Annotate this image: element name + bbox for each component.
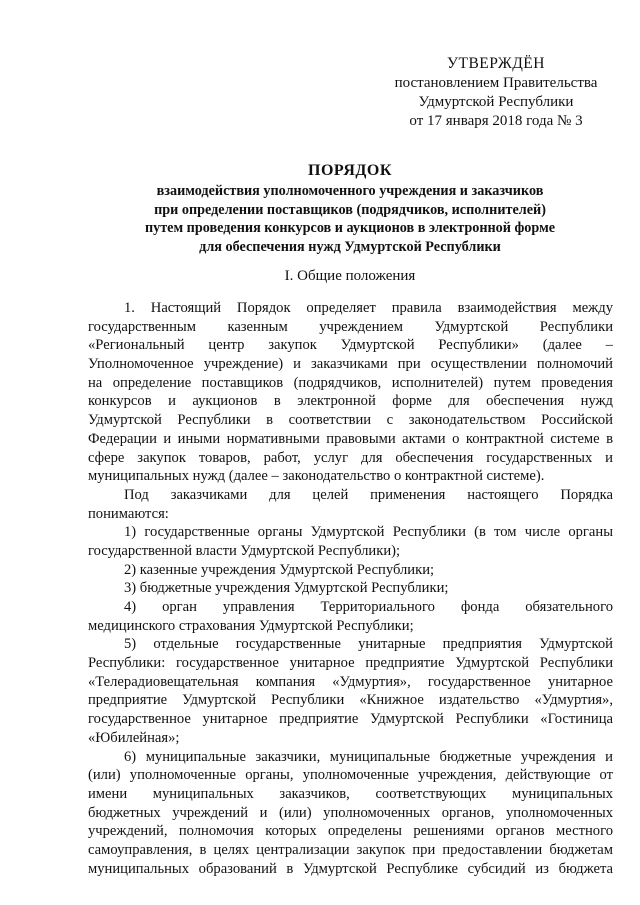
paragraph-line: понимаются: xyxy=(88,505,169,522)
paragraph-line: 5) отдельные государственные унитарные предприятия Удмуртской xyxy=(124,636,613,653)
paragraph-line: «Юбилейная»; xyxy=(88,729,180,746)
document-body xyxy=(88,299,613,878)
paragraph-line: бюджетных учреждений и (или) уполномоченных органов, уполномоченных xyxy=(88,804,613,821)
paragraph-line: Под заказчиками для целей применения настоящего Порядка xyxy=(124,486,613,503)
paragraph-line: самоуправления, в целях централизации закупок при предоставлении бюджетам xyxy=(88,841,613,858)
paragraph-line: (или) уполномоченные органы, уполномоченные учреждения, действующие от xyxy=(88,767,613,784)
approval-line-1: постановлением Правительства xyxy=(394,75,598,91)
paragraph-line: Уполномоченное учреждение) и заказчиками при осуществлении полномочий xyxy=(88,356,613,373)
paragraph xyxy=(88,486,613,523)
document-subtitle-line: взаимодействия уполномоченного учреждения и заказчиков xyxy=(156,183,544,199)
paragraph-line: Республики: государственное унитарное предприятие Удмуртской Республики xyxy=(88,655,613,672)
paragraph-line: 1) государственные органы Удмуртской Республики (в том числе органы xyxy=(124,524,613,541)
document-subtitle-line: для обеспечения нужд Удмуртской Республики xyxy=(199,238,501,255)
paragraph xyxy=(88,579,613,598)
paragraph xyxy=(88,598,613,635)
paragraph-line: имени муниципальных заказчиков, соответствующих муниципальных xyxy=(88,785,613,802)
approval-line-3: от 17 января 2018 года № 3 xyxy=(409,113,583,129)
paragraph-line: государственное унитарное предприятие Удмуртской Республики «Гостиница xyxy=(88,711,613,728)
paragraph-line: сфере закупок товаров, работ, услуг для обеспечения государственных и xyxy=(88,449,613,466)
paragraph xyxy=(88,748,613,879)
document-subtitle-line: при определении поставщиков (подрядчиков, исполнителей) xyxy=(154,201,546,218)
paragraph-line: конкурсов и аукционов в электронной форме для обеспечения нужд xyxy=(88,393,613,410)
paragraph-line: государственным казенным учреждением Удмуртской Республики xyxy=(88,318,613,335)
paragraph-line: 1. Настоящий Порядок определяет правила взаимодействия между xyxy=(124,300,613,316)
paragraph-line: предприятие Удмуртской Республики «Книжное издательство «Удмуртия», xyxy=(88,692,613,709)
paragraph-line: муниципальных нужд (далее – законодательство о контрактной системе). xyxy=(88,468,545,485)
approved-label: УТВЕРЖДЁН xyxy=(447,55,545,72)
paragraph-line: медицинского страхования Удмуртской Республики; xyxy=(88,617,414,634)
paragraph-line: «Региональный центр закупок Удмуртской Республики» (далее – xyxy=(88,337,613,354)
paragraph-line: «Телерадиовещательная компания «Удмуртия», государственное унитарное xyxy=(88,673,613,690)
paragraph-line: муниципальных образований в Удмуртской Республике субсидий из бюджета xyxy=(88,860,613,877)
document-subtitle-line: путем проведения конкурсов и аукционов в электронной форме xyxy=(144,220,556,236)
section-heading: I. Общие положения xyxy=(284,268,416,284)
paragraph-line: на определение поставщиков (подрядчиков, исполнителей) путем проведения xyxy=(88,374,613,391)
paragraph xyxy=(88,299,613,486)
paragraph-line: 2) казенные учреждения Удмуртской Республики; xyxy=(124,561,435,578)
approval-stamp xyxy=(380,54,612,131)
paragraph xyxy=(88,561,613,580)
paragraph-line: Удмуртской Республики в соответствии с законодательством Российской xyxy=(88,412,613,429)
paragraph-line: государственной власти Удмуртской Республики); xyxy=(88,542,401,559)
paragraph-line: 6) муниципальные заказчики, муниципальные бюджетные учреждения и xyxy=(124,748,613,765)
document-title-block xyxy=(80,161,620,256)
approval-line-2: Удмуртской Республики xyxy=(418,94,574,110)
paragraph-line: учреждений, полномочия которых определены решениями органов местного xyxy=(88,823,613,840)
paragraph xyxy=(88,523,613,560)
document-title: ПОРЯДОК xyxy=(308,162,392,179)
paragraph-line: Федерации и иными нормативными правовыми актами о контрактной системе в xyxy=(88,430,613,447)
paragraph-line: 4) орган управления Территориального фонда обязательного xyxy=(124,599,613,615)
paragraph xyxy=(88,635,613,747)
paragraph-line: 3) бюджетные учреждения Удмуртской Республики; xyxy=(124,580,449,597)
